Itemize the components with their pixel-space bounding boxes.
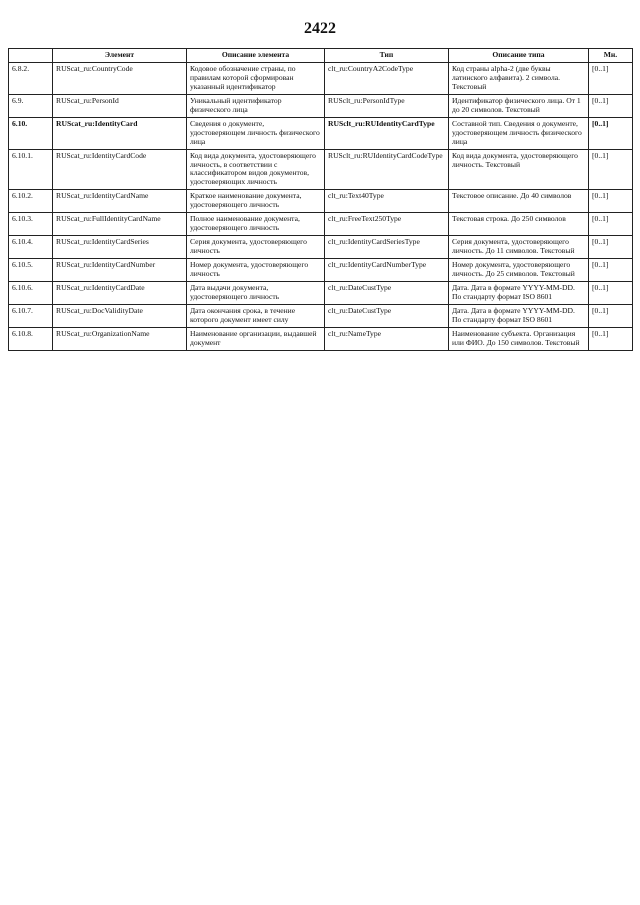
cell-num: 6.9. [9, 94, 53, 117]
table-row [9, 62, 633, 94]
cell-description: Краткое наименование документа, удостоверяющего личность [187, 190, 325, 213]
cell-multiplicity: [0..1] [589, 327, 633, 350]
table-row [9, 236, 633, 259]
cell-element: RUScat_ru:IdentityCardCode [53, 149, 187, 190]
cell-type-description: Код страны alpha-2 (две буквы латинского алфавита). 2 символа. Текстовый [449, 62, 589, 94]
cell-description: Дата выдачи документа, удостоверяющего личность [187, 282, 325, 305]
cell-type-description: Номер документа, удостоверяющего личность. До 25 символов. Текстовый [449, 259, 589, 282]
cell-type: clt_ru:FreeText250Type [325, 213, 449, 236]
table-row [9, 117, 633, 149]
cell-type-description: Серия документа, удостоверяющего личность. До 11 символов. Текстовый [449, 236, 589, 259]
cell-num: 6.10.3. [9, 213, 53, 236]
cell-description: Сведения о документе, удостоверяющем личность физического лица [187, 117, 325, 149]
cell-element: RUScat_ru:IdentityCardName [53, 190, 187, 213]
cell-multiplicity: [0..1] [589, 62, 633, 94]
cell-multiplicity: [0..1] [589, 282, 633, 305]
table-header-row [9, 49, 633, 63]
table-row [9, 94, 633, 117]
cell-type: clt_ru:IdentityCardNumberType [325, 259, 449, 282]
cell-description: Серия документа, удостоверяющего личность [187, 236, 325, 259]
cell-type-description: Код вида документа, удостоверяющего личность. Текстовый [449, 149, 589, 190]
table-row [9, 327, 633, 350]
cell-num: 6.10.8. [9, 327, 53, 350]
cell-multiplicity: [0..1] [589, 190, 633, 213]
cell-type: clt_ru:Text40Type [325, 190, 449, 213]
cell-element: RUScat_ru:IdentityCardNumber [53, 259, 187, 282]
cell-element: RUScat_ru:IdentityCardSeries [53, 236, 187, 259]
cell-num: 6.10.1. [9, 149, 53, 190]
cell-element: RUScat_ru:CountryCode [53, 62, 187, 94]
cell-num: 6.10.4. [9, 236, 53, 259]
table-row [9, 304, 633, 327]
header-type-description: Описание типа [449, 49, 589, 63]
cell-description: Наименование организации, выдавшей документ [187, 327, 325, 350]
cell-description: Код вида документа, удостоверяющего личность, в соответствии с классификатором видов документов, удостоверяющих личность [187, 149, 325, 190]
page-number: 2422 [304, 20, 336, 37]
cell-element: RUScat_ru:OrganizationName [53, 327, 187, 350]
table-row [9, 259, 633, 282]
cell-type: clt_ru:CountryA2CodeType [325, 62, 449, 94]
cell-multiplicity: [0..1] [589, 213, 633, 236]
cell-multiplicity: [0..1] [589, 117, 633, 149]
cell-type: clt_ru:DateCustType [325, 282, 449, 305]
cell-element: RUScat_ru:IdentityCardDate [53, 282, 187, 305]
cell-element: RUScat_ru:PersonId [53, 94, 187, 117]
cell-multiplicity: [0..1] [589, 304, 633, 327]
cell-type-description: Наименование субъекта. Организация или ФИО. До 150 символов. Текстовый [449, 327, 589, 350]
cell-type-description: Идентификатор физического лица. От 1 до 20 символов. Текстовый [449, 94, 589, 117]
header-multiplicity: Мн. [589, 49, 633, 63]
table-row [9, 213, 633, 236]
cell-type-description: Текстовое описание. До 40 символов [449, 190, 589, 213]
table-body [9, 62, 633, 350]
table-row [9, 282, 633, 305]
cell-multiplicity: [0..1] [589, 94, 633, 117]
cell-num: 6.10. [9, 117, 53, 149]
cell-multiplicity: [0..1] [589, 259, 633, 282]
cell-element: RUScat_ru:IdentityCard [53, 117, 187, 149]
cell-num: 6.10.2. [9, 190, 53, 213]
cell-type-description: Дата. Дата в формате YYYY-MM-DD. По стандарту формат ISO 8601 [449, 282, 589, 305]
cell-num: 6.8.2. [9, 62, 53, 94]
cell-type: clt_ru:DateCustType [325, 304, 449, 327]
table-row [9, 149, 633, 190]
cell-type: RUSclt_ru:RUIdentityCardType [325, 117, 449, 149]
elements-table [8, 48, 633, 351]
cell-type-description: Дата. Дата в формате YYYY-MM-DD. По стандарту формат ISO 8601 [449, 304, 589, 327]
cell-element: RUScat_ru:FullIdentityCardName [53, 213, 187, 236]
cell-description: Номер документа, удостоверяющего личность [187, 259, 325, 282]
cell-type: clt_ru:NameType [325, 327, 449, 350]
header-type: Тип [325, 49, 449, 63]
cell-multiplicity: [0..1] [589, 236, 633, 259]
cell-type: RUSclt_ru:RUIdentityCardCodeType [325, 149, 449, 190]
cell-type: clt_ru:IdentityCardSeriesType [325, 236, 449, 259]
cell-num: 6.10.7. [9, 304, 53, 327]
cell-type-description: Текстовая строка. До 250 символов [449, 213, 589, 236]
header-num [9, 49, 53, 63]
cell-description: Полное наименование документа, удостоверяющего личность [187, 213, 325, 236]
header-element: Элемент [53, 49, 187, 63]
cell-description: Уникальный идентификатор физического лица [187, 94, 325, 117]
cell-description: Кодовое обозначение страны, по правилам которой сформирован указанный идентификатор [187, 62, 325, 94]
cell-type: RUSclt_ru:PersonIdType [325, 94, 449, 117]
cell-num: 6.10.6. [9, 282, 53, 305]
cell-element: RUScat_ru:DocValidityDate [53, 304, 187, 327]
table-row [9, 190, 633, 213]
cell-multiplicity: [0..1] [589, 149, 633, 190]
cell-num: 6.10.5. [9, 259, 53, 282]
header-description: Описание элемента [187, 49, 325, 63]
cell-type-description: Составной тип. Сведения о документе, удостоверяющем личность физического лица [449, 117, 589, 149]
cell-description: Дата окончания срока, в течение которого документ имеет силу [187, 304, 325, 327]
